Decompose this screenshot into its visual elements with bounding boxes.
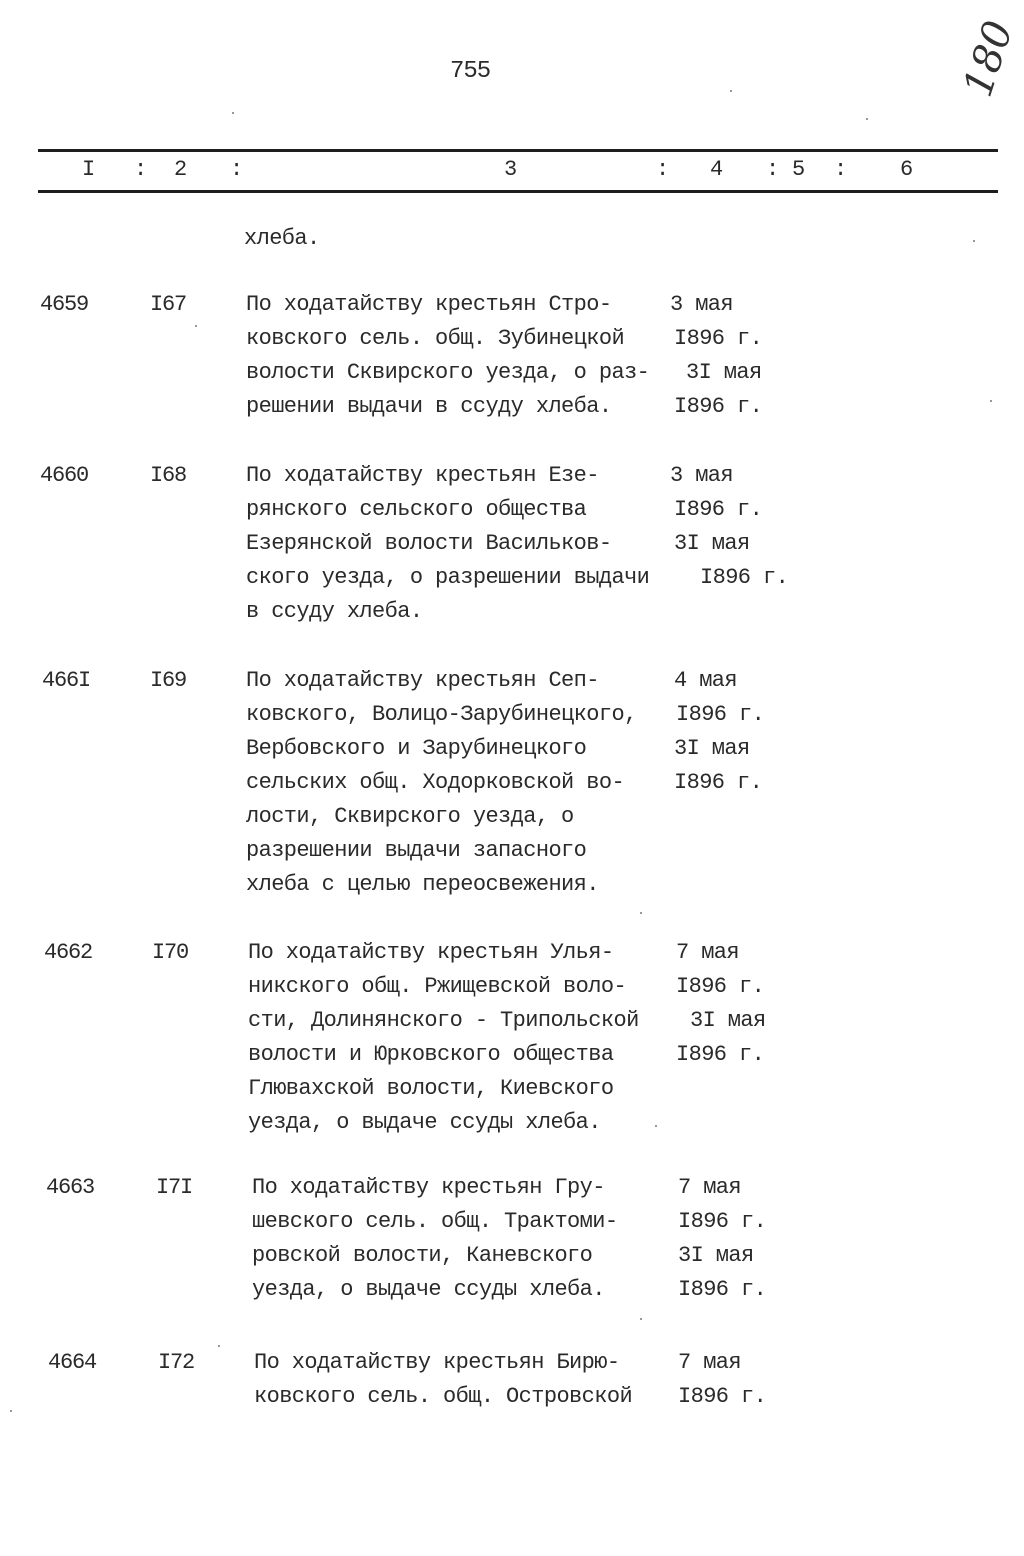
col-separator: : (766, 157, 780, 182)
date-start-year: I896 г. (678, 1384, 767, 1409)
description-line: уезда, о выдаче ссуды хлеба. (248, 1110, 601, 1135)
col-3-label: 3 (504, 157, 518, 182)
col-separator: : (834, 157, 848, 182)
description-line: ковского сель. общ. Островской (254, 1384, 633, 1409)
page-number: 755 (450, 58, 491, 85)
date-end-day: 3I мая (678, 1243, 754, 1268)
date-start-day: 7 мая (678, 1175, 742, 1200)
date-start-day: 7 мая (678, 1350, 742, 1375)
date-end-year: I896 г. (678, 1277, 767, 1302)
item-number: I68 (150, 463, 187, 488)
col-separator: : (656, 157, 670, 182)
description-line: никского общ. Ржищевской воло- (248, 974, 627, 999)
scan-speck (640, 912, 642, 914)
scan-speck (990, 400, 992, 402)
scan-speck (10, 1410, 12, 1412)
entry-number: 4664 (48, 1350, 97, 1375)
description-line: По ходатайству крестьян Стро- (246, 292, 612, 317)
date-start-year: I896 г. (676, 702, 765, 727)
scan-speck (640, 1318, 642, 1320)
date-end-day: 3I мая (690, 1008, 766, 1033)
col-5-label: 5 (792, 157, 806, 182)
col-separator: : (134, 157, 148, 182)
date-end-year: I896 г. (676, 1042, 765, 1067)
description-line: По ходатайству крестьян Гру- (252, 1175, 605, 1200)
description-line: лости, Сквирского уезда, о (246, 804, 574, 829)
header-rule-bottom (38, 190, 998, 193)
date-start-day: 3 мая (670, 463, 734, 488)
scan-speck (730, 90, 732, 92)
date-start-year: I896 г. (674, 326, 763, 351)
col-2-label: 2 (174, 157, 188, 182)
date-end-day: 3I мая (674, 736, 750, 761)
description-line: ковского, Волицо-Зарубинецкого, (246, 702, 637, 727)
description-line: волости и Юрковского общества (248, 1042, 614, 1067)
item-number: I69 (150, 668, 187, 693)
scan-speck (195, 325, 197, 327)
description-line: Вербовского и Зарубинецкого (246, 736, 587, 761)
description-line: Глювахской волости, Киевского (248, 1076, 614, 1101)
item-number: I7I (156, 1175, 193, 1200)
date-start-year: I896 г. (678, 1209, 767, 1234)
date-start-day: 4 мая (674, 668, 738, 693)
item-number: I70 (152, 940, 189, 965)
description-line: Езерянской волости Васильков- (246, 531, 612, 556)
description-line: шевского сель. общ. Трактоми- (252, 1209, 618, 1234)
description-line: хлеба с целью переосвежения. (246, 872, 599, 897)
description-line: По ходатайству крестьян Езе- (246, 463, 599, 488)
continuation-text: хлеба. (244, 226, 320, 251)
description-line: ковского сель. общ. Зубинецкой (246, 326, 625, 351)
description-line: сельских общ. Ходорковской во- (246, 770, 625, 795)
description-line: сти, Долинянского - Трипольской (248, 1008, 639, 1033)
description-line: ровской волости, Каневского (252, 1243, 593, 1268)
entry-number: 4660 (40, 463, 89, 488)
date-start-day: 3 мая (670, 292, 734, 317)
description-line: По ходатайству крестьян Улья- (248, 940, 614, 965)
date-end-year: I896 г. (674, 770, 763, 795)
scan-speck (218, 1345, 220, 1347)
handwritten-folio-number: 180 (955, 15, 1023, 103)
scan-speck (655, 1125, 657, 1127)
item-number: I72 (158, 1350, 195, 1375)
description-line: разрешении выдачи запасного (246, 838, 587, 863)
description-line: волости Сквирского уезда, о раз- (246, 360, 650, 385)
date-start-year: I896 г. (674, 497, 763, 522)
scan-speck (232, 112, 234, 114)
entry-number: 4663 (46, 1175, 95, 1200)
scan-speck (866, 118, 868, 120)
header-rule-top (38, 149, 998, 152)
description-line: рянского сельского общества (246, 497, 587, 522)
col-separator: : (230, 157, 244, 182)
date-start-day: 7 мая (676, 940, 740, 965)
col-6-label: 6 (900, 157, 914, 182)
entry-number: 4659 (40, 292, 89, 317)
description-line: По ходатайству крестьян Сеп- (246, 668, 599, 693)
col-1-label: I (82, 157, 96, 182)
entry-number: 466I (42, 668, 91, 693)
item-number: I67 (150, 292, 187, 317)
date-start-year: I896 г. (676, 974, 765, 999)
description-line: уезда, о выдаче ссуды хлеба. (252, 1277, 605, 1302)
date-end-day: 3I мая (686, 360, 762, 385)
description-line: в ссуду хлеба. (246, 599, 423, 624)
date-end-day: 3I мая (674, 531, 750, 556)
description-line: ского уезда, о разрешении выдачи (246, 565, 650, 590)
col-4-label: 4 (710, 157, 724, 182)
entry-number: 4662 (44, 940, 93, 965)
description-line: решении выдачи в ссуду хлеба. (246, 394, 612, 419)
description-line: По ходатайству крестьян Бирю- (254, 1350, 620, 1375)
scan-speck (973, 240, 975, 242)
date-end-year: I896 г. (674, 394, 763, 419)
date-end-year: I896 г. (700, 565, 789, 590)
